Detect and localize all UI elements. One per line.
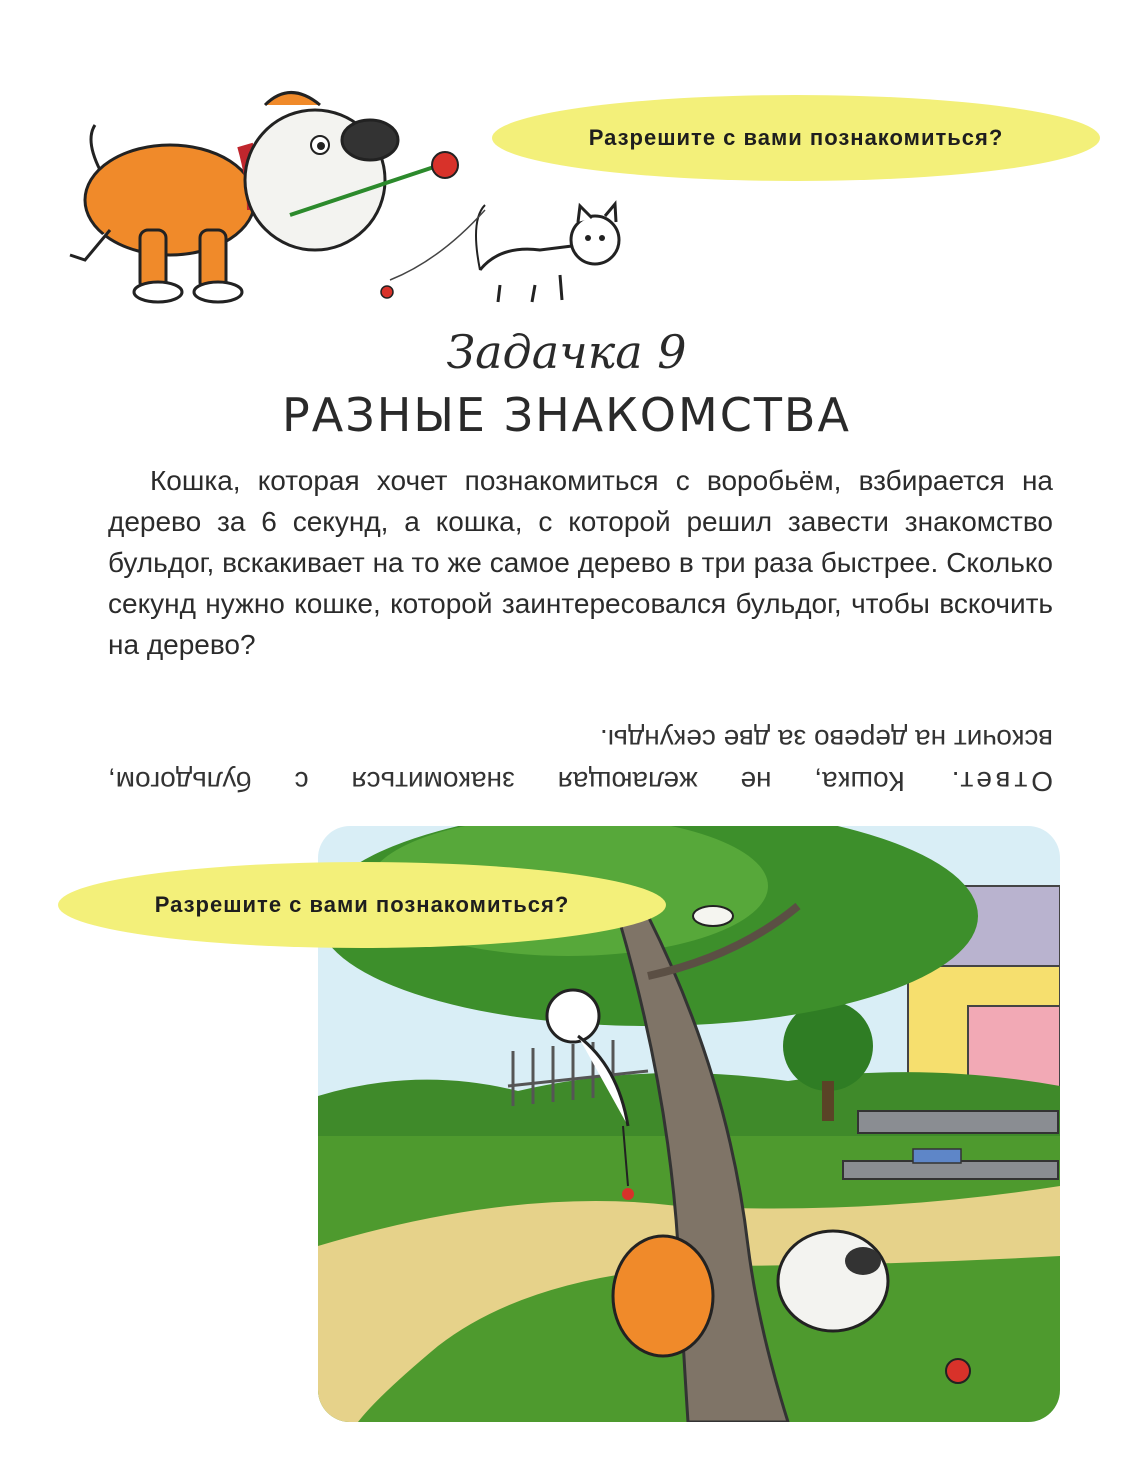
sparrow bbox=[693, 906, 733, 926]
speech-bubble-text: Разрешите с вами познакомиться? bbox=[154, 892, 570, 917]
dog-head bbox=[778, 1231, 888, 1331]
leash bbox=[390, 210, 485, 280]
dog-body bbox=[613, 1236, 713, 1356]
answer-upside-down bbox=[108, 718, 1053, 802]
problem-number: Задачка 9 bbox=[446, 325, 687, 379]
cat-eye bbox=[599, 235, 605, 241]
dog-tail bbox=[91, 125, 100, 170]
cat-legs bbox=[498, 275, 562, 302]
answer-line-2: вскочит на дерево за две секунды. bbox=[600, 724, 1053, 755]
speech-bubble-bottom bbox=[58, 862, 666, 948]
dog-nose bbox=[342, 120, 398, 160]
background-tree bbox=[783, 1001, 873, 1091]
dog-pupil bbox=[317, 142, 325, 150]
answer-line-1 bbox=[108, 760, 1053, 802]
dog-body bbox=[85, 145, 255, 255]
page-title: РАЗНЫЕ ЗНАКОМСТВА bbox=[282, 388, 851, 442]
speech-bubble-top bbox=[492, 95, 1100, 181]
book-icon bbox=[913, 1149, 961, 1163]
answer-label: Ответ. bbox=[947, 766, 1053, 797]
dog-paw bbox=[134, 282, 182, 302]
cat-body bbox=[480, 245, 580, 270]
dog-ear bbox=[265, 93, 320, 106]
bow-icon bbox=[381, 286, 393, 298]
cat-eye bbox=[585, 235, 591, 241]
cat-on-tree-head bbox=[547, 990, 599, 1042]
speech-bubble-text: Разрешите с вами познакомиться? bbox=[588, 125, 1004, 150]
answer-text-1: Кошка, не желающая знакомиться с бульдогом, bbox=[107, 766, 905, 797]
rose-icon bbox=[432, 152, 458, 178]
bow-icon bbox=[622, 1188, 634, 1200]
dog-nose bbox=[845, 1247, 881, 1275]
background-tree-trunk bbox=[822, 1081, 834, 1121]
bench-back bbox=[858, 1111, 1058, 1133]
dog-back-leg bbox=[70, 230, 110, 260]
dog-and-cat-illustration bbox=[40, 70, 650, 320]
dog-paw bbox=[194, 282, 242, 302]
problem-text: Кошка, которая хочет познакомиться с воробьём, взбирается на дерево за 6 секунд, а кошка, с которой решил завести знакомство бульдог, вскакивает на то же самое дерево в три раза быстрее. Сколько секунд нужно кошке, которой заинтересовался бульдог, чтобы вскочить на дерево? bbox=[108, 465, 1053, 660]
cat-head bbox=[571, 216, 619, 264]
rose-icon bbox=[946, 1359, 970, 1383]
